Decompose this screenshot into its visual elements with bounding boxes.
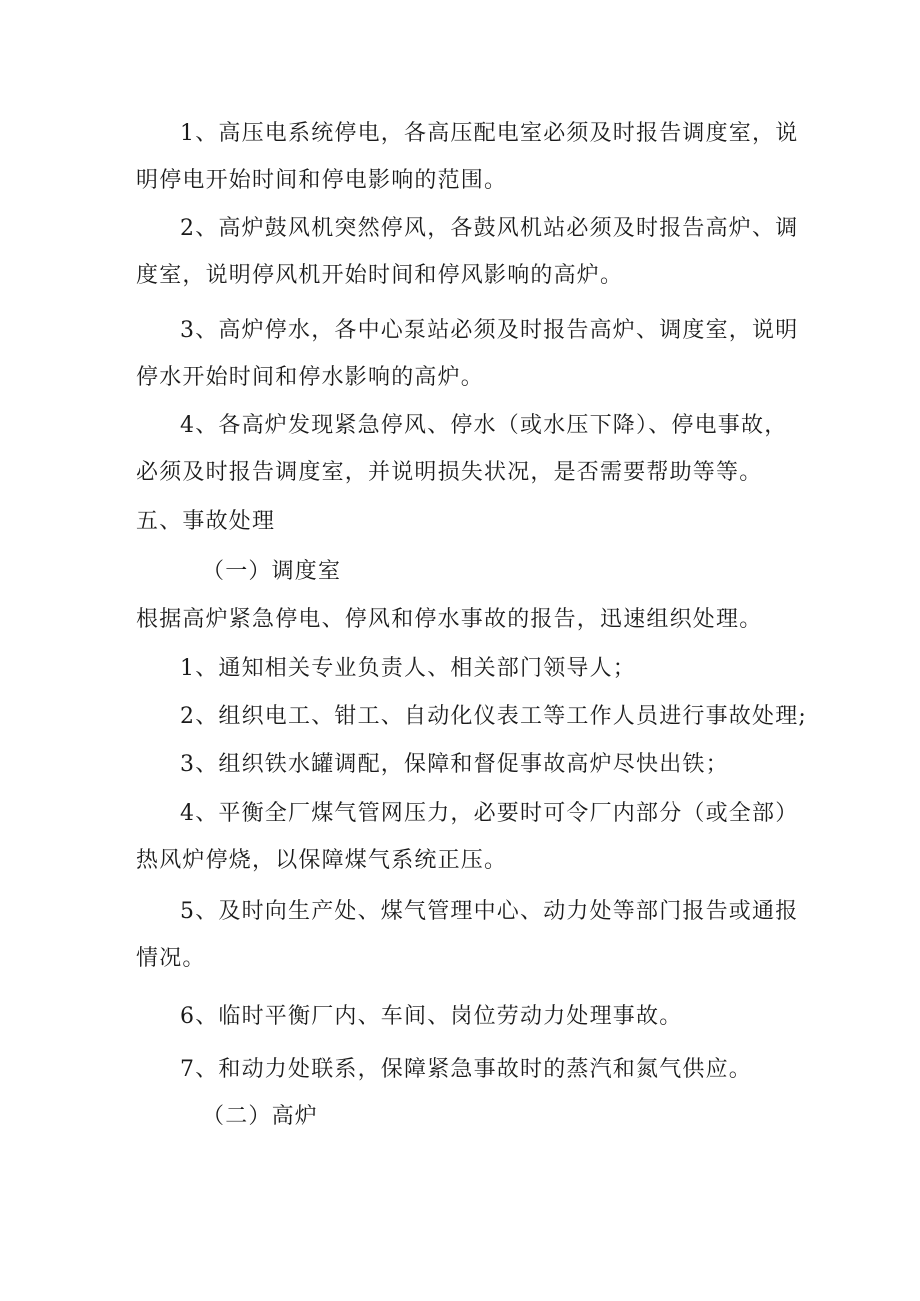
list-item-6	[136, 993, 796, 1040]
list-item-7-text: 7、和动力处联系，保障紧急事故时的蒸汽和氮气供应。	[180, 1057, 752, 1082]
paragraph-3	[136, 307, 799, 401]
paragraph-4-line-2: 必须及时报告调度室，并说明损失状况，是否需要帮助等等。	[136, 460, 763, 485]
section-heading-text: 五、事故处理	[136, 509, 276, 534]
paragraph-3-line-1: 3、高炉停水，各中心泵站必须及时报告高炉、调度室，说明	[180, 318, 799, 343]
subsection-heading-dispatch-text: （一）调度室	[202, 559, 342, 584]
list-item-5-line-2: 情况。	[136, 946, 206, 971]
paragraph-1	[136, 110, 799, 204]
list-item-3-text: 3、组织铁水罐调配，保障和督促事故高炉尽快出铁；	[180, 752, 729, 777]
paragraph-intro-text: 根据高炉紧急停电、停风和停水事故的报告，迅速组织处理。	[136, 607, 763, 632]
subsection-heading-furnace	[136, 1093, 796, 1140]
list-item-4	[136, 790, 799, 884]
list-item-2-text: 2、组织电工、钳工、自动化仪表工等工作人员进行事故处理;	[180, 704, 808, 729]
list-item-6-text: 6、临时平衡厂内、车间、岗位劳动力处理事故。	[180, 1004, 683, 1029]
list-item-4-line-2: 热风炉停烧，以保障煤气系统正压。	[136, 848, 508, 873]
paragraph-1-line-2: 明停电开始时间和停电影响的范围。	[136, 168, 508, 193]
paragraph-intro	[136, 596, 796, 643]
subsection-heading-dispatch	[136, 548, 796, 595]
paragraph-1-line-1: 1、高压电系统停电，各高压配电室必须及时报告调度室，说	[180, 121, 799, 146]
paragraph-2-line-1: 2、高炉鼓风机突然停风，各鼓风机站必须及时报告高炉、调	[180, 216, 799, 241]
list-item-4-line-1: 4、平衡全厂煤气管网压力，必要时可令厂内部分（或全部）	[180, 801, 799, 826]
paragraph-2	[136, 205, 799, 299]
list-item-1	[136, 645, 796, 692]
list-item-5	[136, 888, 799, 982]
subsection-heading-furnace-text: （二）高炉	[202, 1104, 319, 1129]
paragraph-4-line-1: 4、各高炉发现紧急停风、停水（或水压下降）、停电事故，	[180, 413, 788, 438]
paragraph-4	[136, 402, 796, 496]
list-item-5-line-1: 5、及时向生产处、煤气管理中心、动力处等部门报告或通报	[180, 899, 799, 924]
list-item-1-text: 1、通知相关专业负责人、相关部门领导人；	[180, 656, 636, 681]
paragraph-2-line-2: 度室，说明停风机开始时间和停风影响的高炉。	[136, 263, 624, 288]
list-item-2	[136, 693, 808, 740]
list-item-7	[136, 1046, 796, 1093]
list-item-3	[136, 741, 796, 788]
section-heading	[136, 498, 796, 545]
paragraph-3-line-2: 停水开始时间和停水影响的高炉。	[136, 365, 485, 390]
